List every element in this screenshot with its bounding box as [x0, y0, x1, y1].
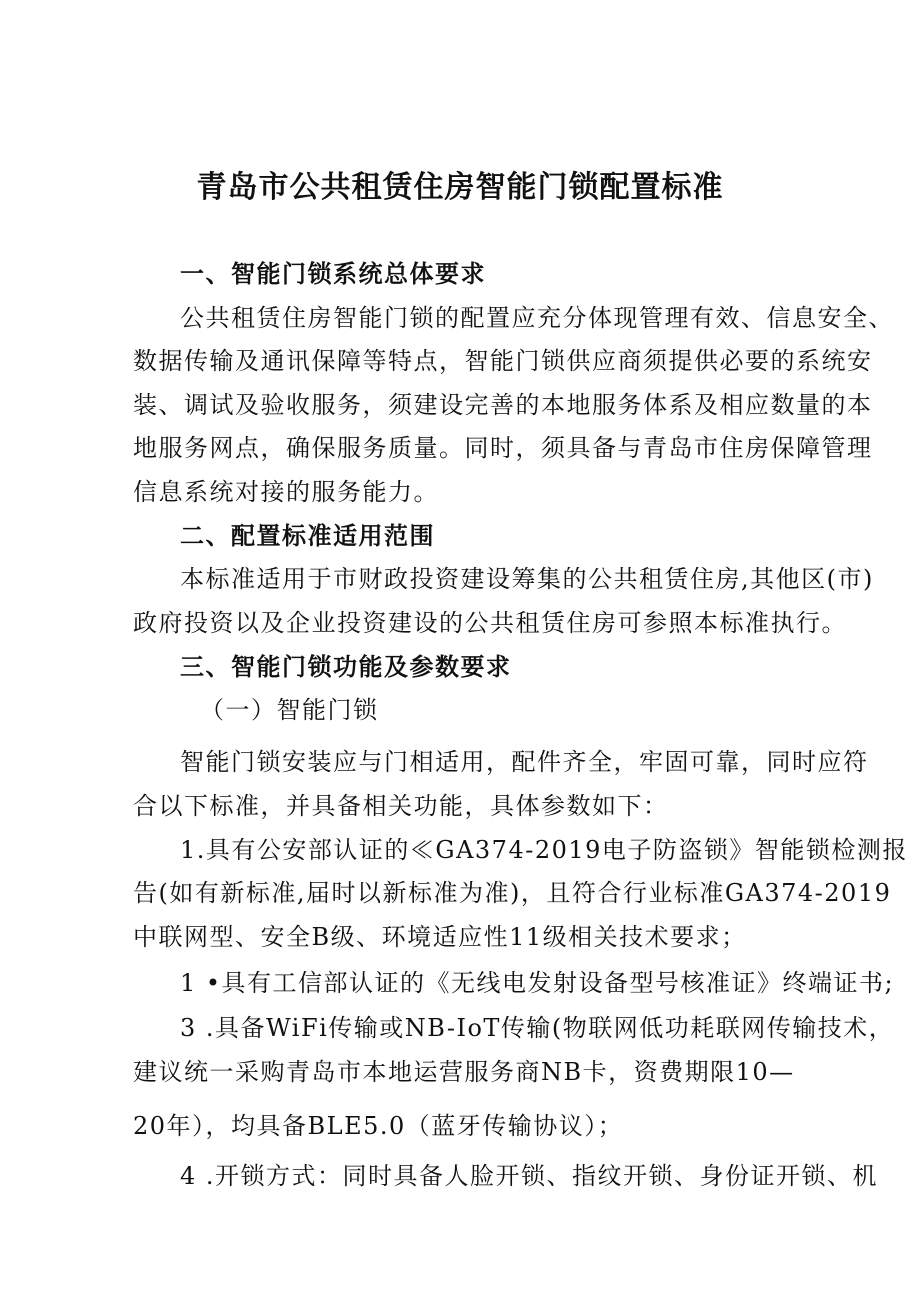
- section-2-heading: 二、配置标准适用范围: [180, 522, 435, 550]
- list-item-line: 3 .具备WiFi传输或NB-IoT传输(物联网低功耗联网传输技术，: [180, 1014, 895, 1042]
- list-item-line: 1 •具有工信部认证的《无线电发射设备型号核准证》终端证书;: [180, 969, 895, 997]
- list-item-line: 4 .开锁方式：同时具备人脸开锁、指纹开锁、身份证开锁、机: [180, 1162, 879, 1190]
- paragraph-line: 信息系统对接的服务能力。: [133, 478, 439, 506]
- list-item-line: 建议统一采购青岛市本地运营服务商NB卡，资费期限10—: [133, 1058, 795, 1086]
- paragraph-line: 公共租赁住房智能门锁的配置应充分体现管理有效、信息安全、: [180, 304, 894, 332]
- list-item-line: 中联网型、安全B级、环境适应性11级相关技术要求；: [133, 923, 747, 951]
- section-3-heading: 三、智能门锁功能及参数要求: [180, 653, 512, 681]
- paragraph-line: 地服务网点，确保服务质量。同时，须具备与青岛市住房保障管理: [133, 434, 873, 462]
- paragraph-line: 本标准适用于市财政投资建设筹集的公共租赁住房,其他区(市): [180, 565, 874, 593]
- list-item-line: 告(如有新标准,届时以新标准为准)，且符合行业标准GA374-2019: [133, 879, 892, 907]
- paragraph-line: 数据传输及通讯保障等特点，智能门锁供应商须提供必要的系统安: [133, 347, 873, 375]
- section-1-heading: 一、智能门锁系统总体要求: [180, 260, 486, 288]
- paragraph-line: 智能门锁安装应与门相适用，配件齐全，牢固可靠，同时应符: [180, 748, 869, 776]
- list-item-line: 20年），均具备BLE5.0（蓝牙传输协议）；: [133, 1112, 624, 1140]
- paragraph-line: 政府投资以及企业投资建设的公共租赁住房可参照本标准执行。: [133, 609, 847, 637]
- subsection-heading: （一）智能门锁: [200, 696, 379, 724]
- document-title: 青岛市公共租赁住房智能门锁配置标准: [196, 170, 724, 205]
- paragraph-line: 合以下标准，并具备相关功能，具体参数如下：: [133, 792, 669, 820]
- list-item-line: 1.具有公安部认证的≪GA374-2019电子防盗锁》智能锁检测报: [180, 836, 908, 864]
- paragraph-line: 装、调试及验收服务，须建设完善的本地服务体系及相应数量的本: [133, 391, 873, 419]
